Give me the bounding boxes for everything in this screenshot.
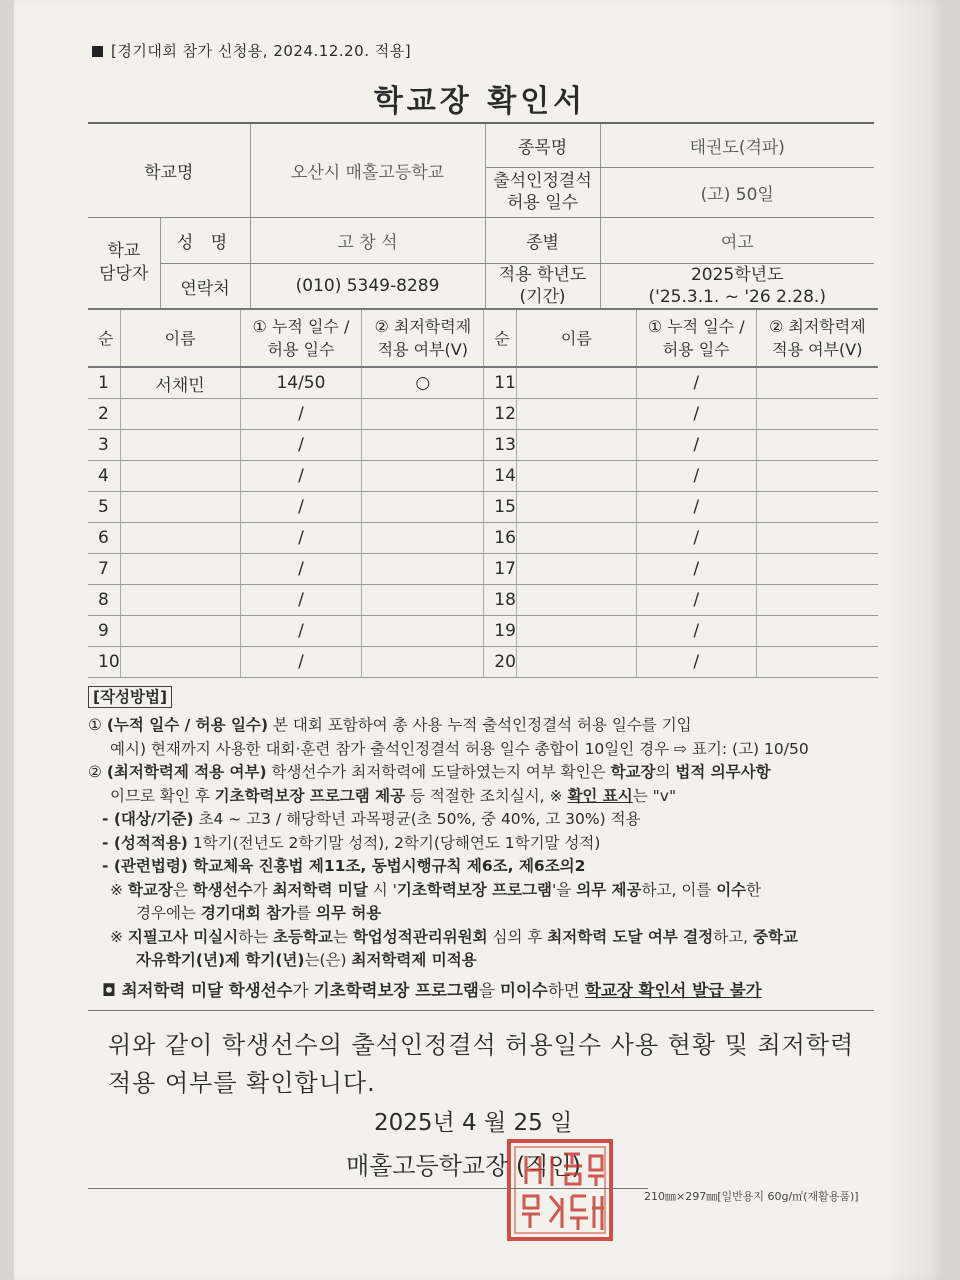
academic-check: [362, 554, 484, 585]
table-row: [88, 367, 878, 399]
academic-check: [756, 585, 878, 616]
academic-check: [362, 492, 484, 523]
row-number: 10: [88, 647, 120, 678]
days-used: /: [636, 523, 756, 554]
instruction-line: ※ 지필고사 미실시하는 초등학교는 학업성적관리위원회 심의 후 최저학력 도달 여부 결정하고, 중학교: [110, 927, 798, 946]
confirmation-text: [108, 1026, 868, 1102]
square-bullet-icon: [92, 46, 103, 57]
row-number: 4: [88, 461, 120, 492]
header-days: ① 누적 일수 / 허용 일수: [636, 309, 756, 367]
academic-check: ○: [362, 367, 484, 399]
instruction-line: 경우에는 경기대회 참가를 의무 허용: [136, 904, 382, 922]
academic-check: [362, 399, 484, 430]
row-number: 7: [88, 554, 120, 585]
days-used: /: [636, 647, 756, 678]
manager-label: 학교 담당자: [88, 217, 160, 309]
row-number: 17: [484, 554, 517, 585]
row-number: 3: [88, 430, 120, 461]
instruction-line: 이므로 확인 후 기초학력보장 프로그램 제공 등 적절한 조치실시, ※ 확인 표시는 "v": [110, 786, 677, 805]
event-label: 종목명: [485, 123, 600, 167]
days-used: /: [240, 647, 362, 678]
division-label: 종별: [485, 217, 600, 263]
student-name: [516, 616, 636, 647]
table-row: [88, 461, 878, 492]
issue-date: 2025년 4 월 25 일: [374, 1110, 573, 1136]
instruction-line: ① (누적 일수 / 허용 일수) 본 대회 포함하여 총 사용 누적 출석인정결석 허용 일수를 기입: [88, 716, 692, 734]
header-note: [92, 40, 411, 61]
contact-label: 연락처: [160, 263, 250, 309]
row-number: 19: [484, 616, 517, 647]
note-bullet-icon: ◘: [102, 980, 116, 1000]
student-name: [516, 523, 636, 554]
days-used: /: [636, 461, 756, 492]
student-table: [88, 308, 878, 678]
table-row: [88, 647, 878, 678]
instruction-line: - (대상/기준) 초4 ~ 고3 / 해당학년 과목평균(초 50%, 중 40%, 고 30%) 적용: [102, 810, 641, 828]
row-number: 18: [484, 585, 517, 616]
event-value: 태권도(격파): [600, 123, 874, 167]
days-used: /: [240, 461, 362, 492]
row-number: 2: [88, 399, 120, 430]
days-used: /: [240, 554, 362, 585]
academic-check: [362, 647, 484, 678]
student-name: [516, 585, 636, 616]
divider: [88, 1010, 874, 1011]
table-row: [88, 399, 878, 430]
days-used: /: [240, 399, 362, 430]
confirmation-line: 위와 같이 학생선수의 출석인정결석 허용일수 사용 현황 및 최저학력: [108, 1031, 855, 1059]
year-value: 2025학년도 ('25.3.1. ~ '26 2.28.): [600, 263, 874, 309]
header-note-text: [경기대회 참가 신청용, 2024.12.20. 적용]: [111, 42, 412, 60]
instruction-line: 예시) 현재까지 사용한 대회·훈련 참가 출석인정결석 허용 일수 총합이 10일인 경우 ⇨ 표기: (고) 10/50: [110, 739, 809, 758]
days-used: /: [636, 554, 756, 585]
student-name: [516, 554, 636, 585]
row-number: 16: [484, 523, 517, 554]
days-used: /: [636, 492, 756, 523]
contact-value: (010) 5349-8289: [250, 263, 485, 309]
days-used: /: [240, 492, 362, 523]
name-label: 성 명: [160, 217, 250, 263]
school-label: 학교명: [88, 123, 250, 217]
student-table-header: [88, 309, 878, 367]
days-used: /: [636, 367, 756, 399]
days-used: /: [636, 616, 756, 647]
header-order: 순: [484, 309, 517, 367]
instruction-line: - (관련법령) 학교체육 진흥법 제11조, 동법시행규칙 제6조, 제6조의2: [102, 857, 586, 875]
academic-check: [362, 616, 484, 647]
student-name: [120, 430, 240, 461]
academic-check: [756, 554, 878, 585]
instructions: [88, 686, 888, 1002]
document-title: 학교장 확인서: [373, 84, 587, 119]
student-name: 서채민: [120, 367, 240, 399]
academic-check: [756, 523, 878, 554]
student-name: [516, 647, 636, 678]
row-number: 6: [88, 523, 120, 554]
days-used: /: [240, 585, 362, 616]
academic-check: [756, 647, 878, 678]
academic-check: [756, 461, 878, 492]
row-number: 15: [484, 492, 517, 523]
days-used: /: [240, 523, 362, 554]
days-used: /: [636, 585, 756, 616]
instructions-heading: [작성방법]: [88, 686, 172, 708]
name-value: 고 창 석: [250, 217, 485, 263]
student-name: [120, 399, 240, 430]
school-value: 오산시 매홀고등학교: [250, 123, 485, 217]
table-row: [88, 585, 878, 616]
info-table: [88, 122, 874, 310]
student-name: [516, 461, 636, 492]
student-name: [516, 430, 636, 461]
academic-check: [756, 616, 878, 647]
student-name: [516, 367, 636, 399]
student-name: [516, 399, 636, 430]
academic-check: [756, 399, 878, 430]
days-used: 14/50: [240, 367, 362, 399]
academic-check: [362, 585, 484, 616]
academic-check: [756, 367, 878, 399]
student-name: [120, 585, 240, 616]
row-number: 12: [484, 399, 517, 430]
student-name: [120, 616, 240, 647]
header-academic: ② 최저학력제 적용 여부(V): [362, 309, 484, 367]
student-name: [516, 492, 636, 523]
absence-value: (고) 50일: [600, 167, 874, 217]
days-used: /: [636, 430, 756, 461]
academic-check: [362, 430, 484, 461]
days-used: /: [636, 399, 756, 430]
days-used: /: [240, 616, 362, 647]
header-academic: ② 최저학력제 적용 여부(V): [756, 309, 878, 367]
row-number: 8: [88, 585, 120, 616]
student-name: [120, 461, 240, 492]
header-days: ① 누적 일수 / 허용 일수: [240, 309, 362, 367]
table-row: [88, 430, 878, 461]
student-name: [120, 492, 240, 523]
instruction-line: 자유학기(년)제 학기(년)는(은) 최저학력제 미적용: [136, 951, 477, 969]
principal-signature: 매홀고등학교장 (직인): [346, 1152, 582, 1180]
table-row: [88, 554, 878, 585]
academic-check: [362, 523, 484, 554]
row-number: 13: [484, 430, 517, 461]
paper-info: 210㎜×297㎜[일반용지 60g/㎡(재활용품)]: [644, 1190, 859, 1203]
instruction-line: - (성적적용) 1학기(전년도 2학기말 성적), 2학기(당해연도 1학기말 성적): [102, 833, 601, 852]
student-name: [120, 523, 240, 554]
academic-check: [756, 492, 878, 523]
row-number: 5: [88, 492, 120, 523]
row-number: 1: [88, 367, 120, 399]
division-value: 여고: [600, 217, 874, 263]
table-row: [88, 523, 878, 554]
student-name: [120, 647, 240, 678]
confirmation-line: 적용 여부를 확인합니다.: [108, 1069, 376, 1097]
days-used: /: [240, 430, 362, 461]
table-row: [88, 616, 878, 647]
academic-check: [756, 430, 878, 461]
year-label: 적용 학년도 (기간): [485, 263, 600, 309]
row-number: 14: [484, 461, 517, 492]
header-name: 이름: [516, 309, 636, 367]
academic-check: [362, 461, 484, 492]
row-number: 11: [484, 367, 517, 399]
row-number: 9: [88, 616, 120, 647]
table-row: [88, 492, 878, 523]
instruction-line: ※ 학교장은 학생선수가 최저학력 미달 시 '기초학력보장 프로그램'을 의무 제공하고, 이를 이수한: [110, 880, 762, 899]
student-name: [120, 554, 240, 585]
row-number: 20: [484, 647, 517, 678]
header-order: 순: [88, 309, 120, 367]
header-name: 이름: [120, 309, 240, 367]
absence-label: 출석인정결석 허용 일수: [485, 167, 600, 217]
instruction-line: ② (최저학력제 적용 여부) 학생선수가 최저학력에 도달하였는지 여부 확인은 학교장의 법적 의무사항: [88, 763, 771, 781]
instruction-line: ◘ 최저학력 미달 학생선수가 기초학력보장 프로그램을 미이수하면 학교장 확인서 발급 불가: [102, 980, 762, 1000]
official-seal-stamp: [506, 1138, 614, 1242]
bottom-divider: [88, 1188, 648, 1189]
